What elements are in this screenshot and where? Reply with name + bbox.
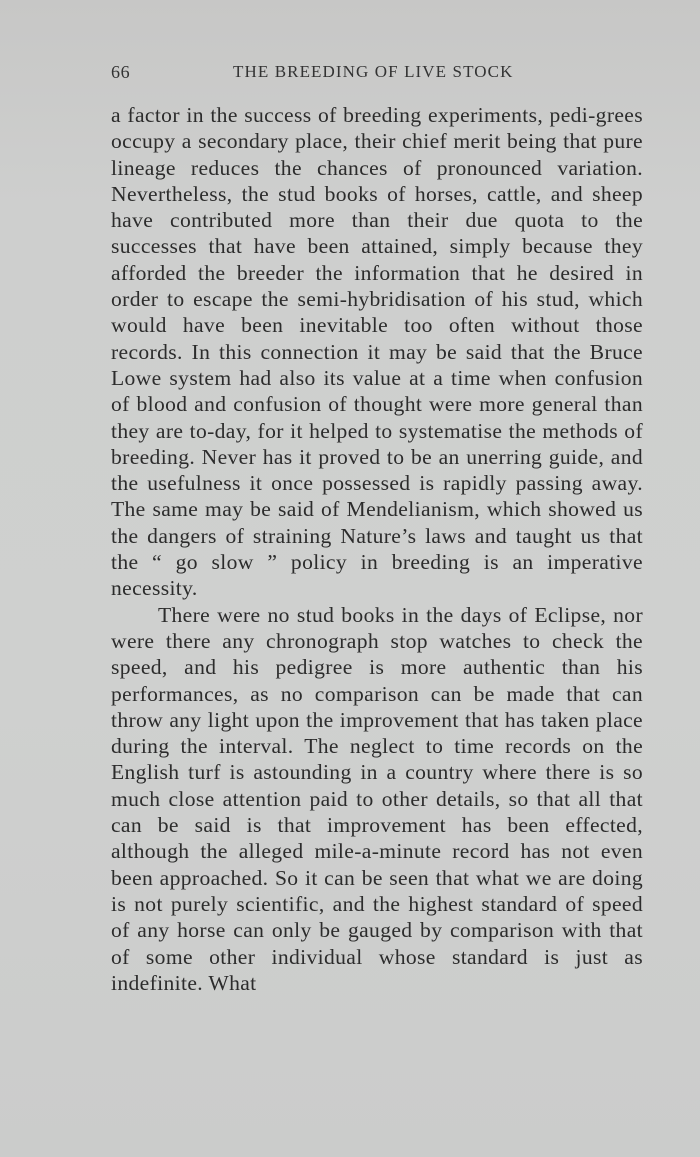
body-text [111,102,643,996]
running-title: THE BREEDING OF LIVE STOCK [233,62,514,81]
page-number: 66 [111,62,131,82]
paragraph-2: There were no stud books in the days of Eclipse, nor were there any chronograph stop watches to check the speed, and his pedigree is more authentic than his performances, as no comparison can be made that can throw any light upon the improvement that has taken place during the interval. The neglect to time records on the English turf is astounding in a country where there is so much close attention paid to other details, so that all that can be said is that improvement has been effected, although the alleged mile-a-minute record has not even been approached. So it can be seen that what we are doing is not purely scientific, and the highest standard of speed of any horse can only be gauged by comparison with that of some other individual whose standard is just as indefinite. What [111,602,643,995]
page-header [111,62,643,86]
paragraph-1: a factor in the success of breeding experiments, pedi-grees occupy a secondary place, their chief merit being that pure lineage reduces the chances of pronounced variation. Nevertheless, the stud books of horses, cattle, and sheep have contributed more than their due quota to the successes that have been attained, simply because they afforded the breeder the information that he desired in order to escape the semi-hybridisation of his stud, which would have been inevitable too often without those records. In this connection it may be said that the Bruce Lowe system had also its value at a time when confusion of blood and confusion of thought were more general than they are to-day, for it helped to systematise the methods of breeding. Never has it proved to be an unerring guide, and the usefulness it once possessed is rapidly passing away. The same may be said of Mendelianism, which showed us the dangers of straining Nature’s laws and taught us that the “ go slow ” policy in breeding is an imperative necessity. [111,103,643,601]
